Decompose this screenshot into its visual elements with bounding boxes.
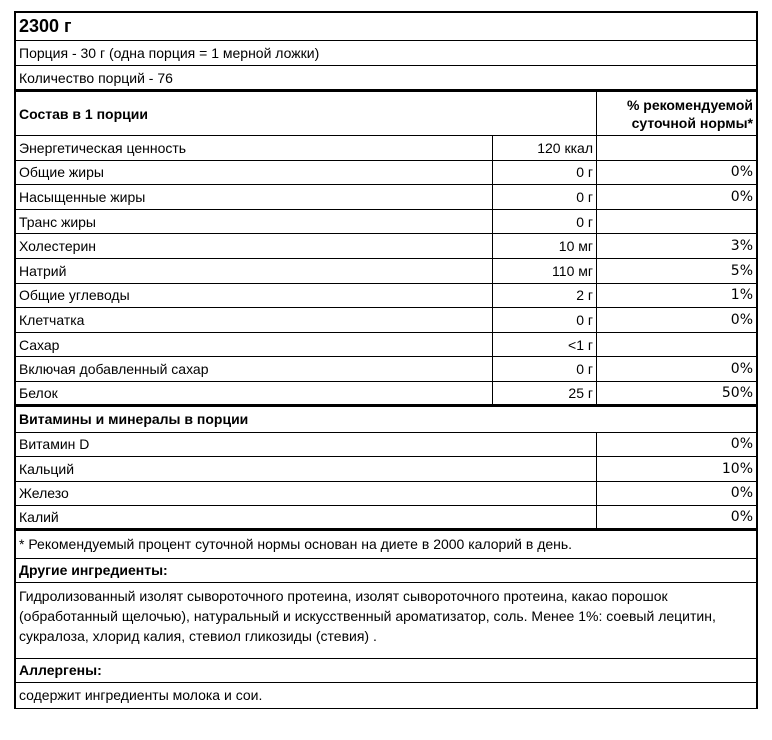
- composition-header-row: [14, 92, 758, 136]
- nutrient-amount: 110 мг: [492, 259, 596, 283]
- nutrient-name: Клетчатка: [19, 311, 85, 328]
- vitamin-daily-value: 0%: [596, 482, 756, 506]
- nutrient-row: [14, 234, 758, 259]
- other-ingredients-header-row: [14, 559, 758, 583]
- nutrient-row: [14, 259, 758, 284]
- vitamin-daily-value: 0%: [596, 433, 756, 457]
- vitamin-name: Калий: [19, 508, 59, 525]
- other-ingredients-row: [14, 583, 758, 659]
- nutrient-name: Холестерин: [19, 238, 96, 255]
- nutrient-amount: 0 г: [492, 308, 596, 332]
- daily-value-header-line2: суточной нормы*: [631, 114, 753, 131]
- nutrient-daily-value: 0%: [596, 308, 756, 332]
- nutrient-daily-value: 0%: [596, 357, 756, 381]
- nutrient-amount: <1 г: [492, 333, 596, 357]
- nutrient-amount: 10 мг: [492, 234, 596, 258]
- vitamin-name: Железо: [19, 485, 69, 502]
- nutrient-name: Насыщенные жиры: [19, 188, 146, 205]
- vitamin-daily-value: 0%: [596, 506, 756, 528]
- nutrient-row: [14, 185, 758, 210]
- nutrient-amount: 120 ккал: [492, 136, 596, 160]
- footnote: * Рекомендуемый процент суточной нормы основан на диете в 2000 калорий в день.: [19, 536, 573, 553]
- serving-row: [14, 41, 758, 66]
- nutrient-amount: 0 г: [492, 357, 596, 381]
- nutrient-daily-value: 0%: [596, 185, 756, 209]
- nutrient-name: Транс жиры: [19, 213, 96, 230]
- servings-count: Количество порций - 76: [19, 69, 173, 86]
- nutrient-daily-value: [596, 210, 756, 234]
- nutrient-daily-value: [596, 136, 756, 160]
- composition-header-label: Состав в 1 порции: [19, 105, 148, 122]
- nutrient-name: Белок: [19, 384, 58, 401]
- nutrient-row: [14, 161, 758, 186]
- serving-size: Порция - 30 г (одна порция = 1 мерной ложки): [19, 45, 320, 61]
- daily-value-header: [596, 92, 756, 135]
- vitamins-header: Витамины и минералы в порции: [19, 411, 249, 428]
- nutrient-name: Включая добавленный сахар: [19, 361, 209, 378]
- allergens-row: [14, 683, 758, 709]
- allergens-header-row: [14, 659, 758, 683]
- vitamin-name: Витамин D: [19, 436, 90, 453]
- vitamin-row: [14, 433, 758, 458]
- nutrient-amount: 0 г: [492, 161, 596, 185]
- nutrient-daily-value: 3%: [596, 234, 756, 258]
- product-weight: 2300 г: [19, 16, 72, 36]
- nutrient-row: [14, 357, 758, 382]
- nutrient-name: Сахар: [19, 336, 60, 353]
- nutrient-amount: 25 г: [492, 382, 596, 404]
- nutrient-row: [14, 333, 758, 358]
- nutrient-name: Натрий: [19, 262, 67, 279]
- allergens-text: содержит ингредиенты молока и сои.: [19, 687, 263, 704]
- vitamin-row: [14, 506, 758, 531]
- vitamin-daily-value: 10%: [596, 457, 756, 481]
- product-weight-row: [14, 11, 758, 41]
- nutrient-rows: [14, 136, 758, 407]
- nutrient-name: Общие жиры: [19, 164, 104, 181]
- servings-count-row: [14, 66, 758, 92]
- nutrient-daily-value: 0%: [596, 161, 756, 185]
- vitamins-header-row: [14, 407, 758, 433]
- nutrient-daily-value: 1%: [596, 284, 756, 308]
- other-ingredients-text: Гидролизованный изолят сывороточного протеина, изолят сывороточного протеина, какао порошок (обработанный щелочью), натуральный и искусственный ароматизатор, соль. Менее 1%: соевый лецитин, сукралоза, хлорид калия, стевиол гликозиды (стевия) .: [19, 587, 716, 644]
- nutrient-row: [14, 382, 758, 407]
- vitamin-rows: [14, 433, 758, 531]
- daily-value-header-line1: % рекомендуемой: [626, 96, 753, 113]
- nutrient-row: [14, 210, 758, 235]
- nutrient-daily-value: 50%: [596, 382, 756, 404]
- nutrient-amount: 0 г: [492, 210, 596, 234]
- footnote-row: [14, 531, 758, 559]
- nutrient-name: Общие углеводы: [19, 287, 130, 304]
- vitamin-row: [14, 482, 758, 507]
- nutrient-row: [14, 308, 758, 333]
- vitamin-row: [14, 457, 758, 482]
- nutrient-row: [14, 284, 758, 309]
- nutrient-row: [14, 136, 758, 161]
- other-ingredients-header: Другие ингредиенты:: [19, 562, 168, 579]
- nutrition-facts-table: [14, 11, 758, 709]
- nutrient-daily-value: 5%: [596, 259, 756, 283]
- vitamin-name: Кальций: [19, 460, 75, 477]
- nutrient-amount: 0 г: [492, 185, 596, 209]
- nutrient-amount: 2 г: [492, 284, 596, 308]
- nutrient-name: Энергетическая ценность: [19, 139, 187, 156]
- nutrient-daily-value: [596, 333, 756, 357]
- allergens-header: Аллергены:: [19, 662, 102, 679]
